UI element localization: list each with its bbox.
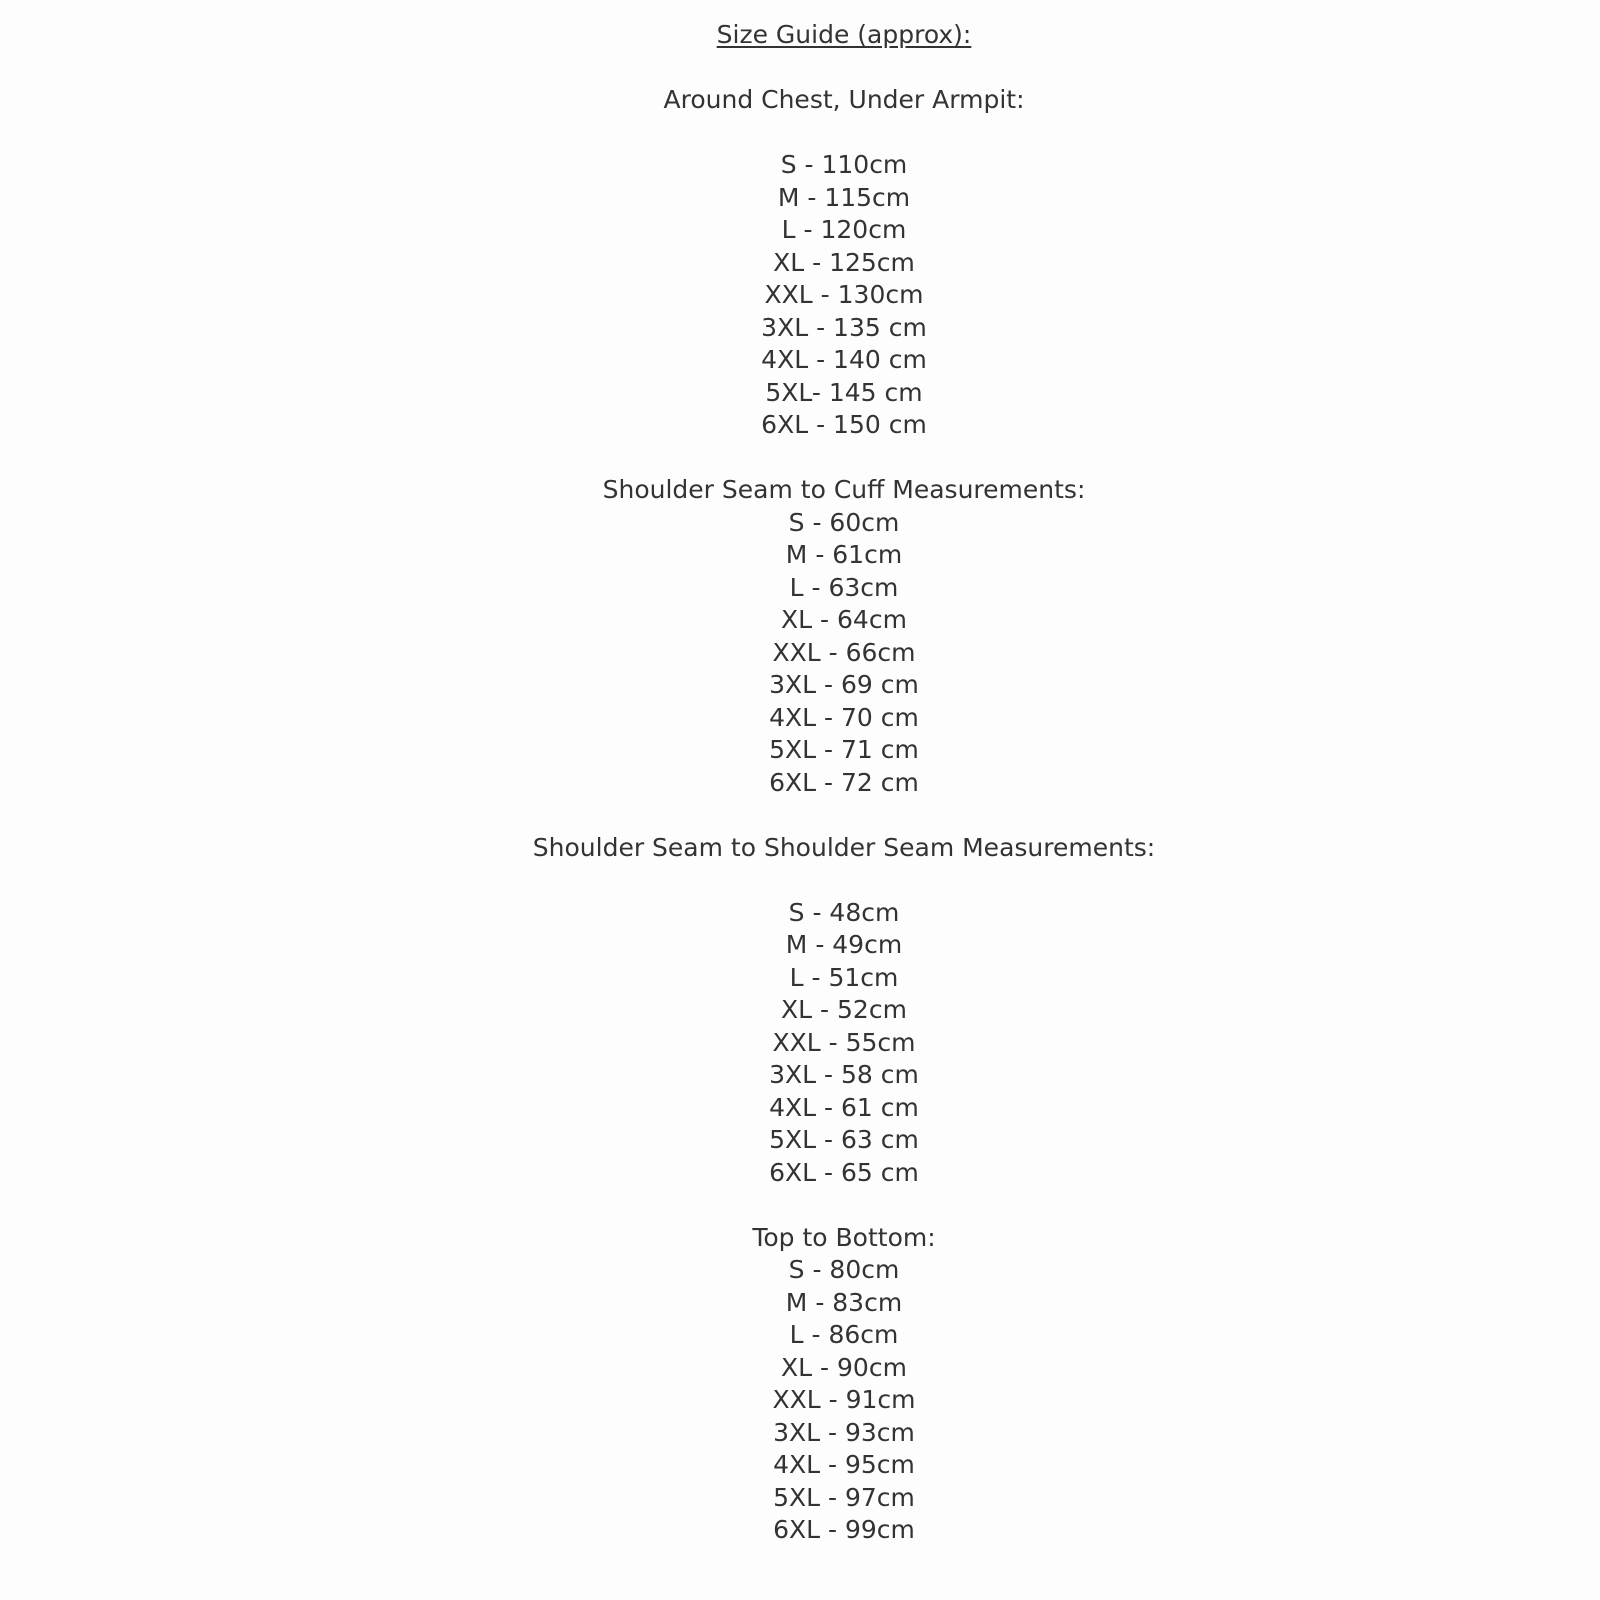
- size-row: M - 61cm: [785, 540, 903, 569]
- section-heading-around-chest: Around Chest, Under Armpit:: [663, 85, 1025, 114]
- size-row: 5XL - 63 cm: [769, 1125, 919, 1154]
- size-row: 4XL - 140 cm: [761, 345, 927, 374]
- page-title: Size Guide (approx):: [716, 20, 972, 49]
- section-shoulder-to-shoulder: [88, 832, 1600, 1190]
- size-row: 6XL - 72 cm: [769, 767, 919, 797]
- section-top-to-bottom: [88, 1222, 1600, 1547]
- size-row: S - 48cm: [788, 897, 900, 927]
- size-row: L - 120cm: [781, 215, 907, 244]
- size-row: M - 83cm: [785, 1287, 903, 1317]
- size-row: 5XL - 97cm: [773, 1482, 915, 1512]
- size-list-around-chest: [88, 149, 1600, 442]
- size-list-shoulder-to-cuff: [88, 507, 1600, 800]
- section-heading-shoulder-to-cuff: Shoulder Seam to Cuff Measurements:: [602, 475, 1086, 504]
- size-row: XXL - 91cm: [772, 1385, 916, 1414]
- size-row: L - 51cm: [789, 962, 899, 992]
- size-row: S - 60cm: [788, 507, 900, 537]
- size-row: 6XL - 150 cm: [761, 410, 927, 439]
- size-row: 3XL - 93cm: [773, 1417, 915, 1447]
- size-row: 4XL - 70 cm: [769, 702, 919, 732]
- size-row: 3XL - 58 cm: [769, 1060, 919, 1089]
- size-row: XXL - 130cm: [764, 280, 924, 309]
- size-list-top-to-bottom: [88, 1254, 1600, 1547]
- size-row: S - 110cm: [780, 150, 908, 179]
- size-row: XXL - 66cm: [772, 637, 916, 667]
- size-list-shoulder-to-shoulder: [88, 897, 1600, 1190]
- size-row: XL - 125cm: [773, 247, 915, 277]
- section-heading-shoulder-to-shoulder: Shoulder Seam to Shoulder Seam Measurements:: [532, 832, 1156, 862]
- size-row: 5XL- 145 cm: [765, 377, 923, 407]
- size-row: 4XL - 61 cm: [769, 1092, 919, 1122]
- size-row: M - 115cm: [777, 182, 911, 212]
- size-row: M - 49cm: [785, 930, 903, 959]
- size-row: XXL - 55cm: [772, 1027, 916, 1057]
- section-heading-top-to-bottom: Top to Bottom:: [752, 1222, 936, 1252]
- size-row: 3XL - 69 cm: [769, 670, 919, 699]
- size-row: L - 63cm: [789, 572, 899, 602]
- size-row: S - 80cm: [788, 1255, 900, 1284]
- size-row: 6XL - 65 cm: [769, 1157, 919, 1187]
- section-around-chest: [88, 84, 1600, 442]
- size-row: L - 86cm: [789, 1320, 899, 1349]
- size-row: 4XL - 95cm: [773, 1450, 915, 1479]
- size-row: 6XL - 99cm: [773, 1515, 915, 1544]
- size-row: 5XL - 71 cm: [769, 735, 919, 764]
- size-row: XL - 90cm: [781, 1352, 907, 1382]
- size-row: XL - 64cm: [781, 605, 907, 634]
- section-shoulder-to-cuff: [88, 474, 1600, 799]
- size-row: XL - 52cm: [781, 995, 907, 1024]
- size-row: 3XL - 135 cm: [761, 312, 927, 342]
